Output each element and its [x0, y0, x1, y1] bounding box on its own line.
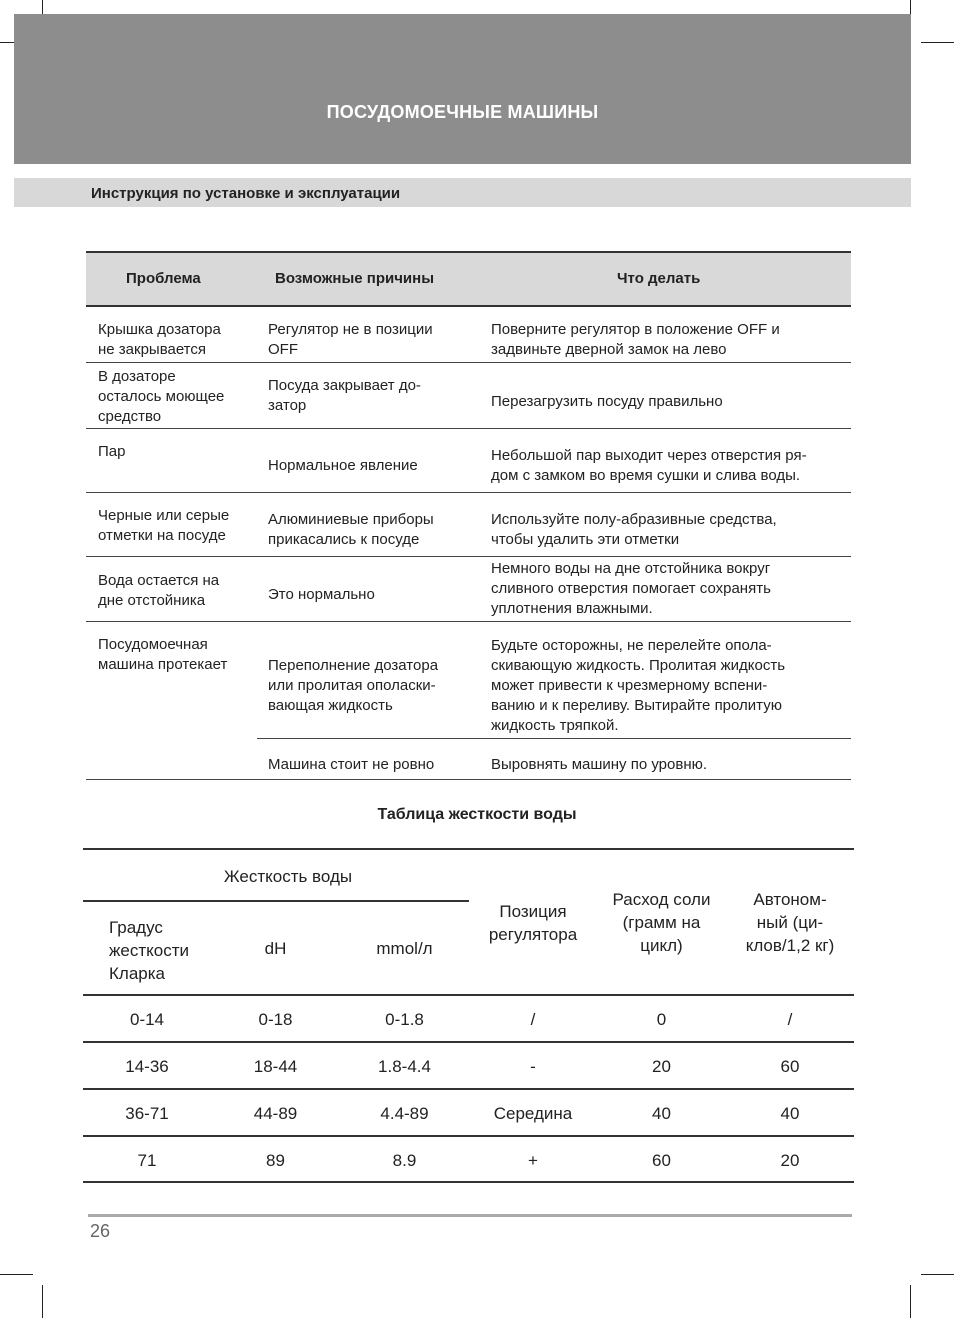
hardness-cell: 36-71 [125, 1104, 169, 1123]
table-rule [83, 1181, 854, 1183]
problem-cell: В дозаторе осталось моющее средство [98, 368, 225, 425]
hardness-column-header: mmol/л [376, 939, 433, 958]
crop-mark [42, 1285, 43, 1318]
hardness-cell: 4.4-89 [380, 1104, 429, 1123]
hardness-cell: 0-1.8 [385, 1010, 424, 1029]
table-rule [83, 848, 854, 850]
page-number: 26 [90, 1221, 111, 1241]
page-subtitle: Инструкция по установке и эксплуатации [91, 185, 401, 202]
action-cell: Небольшой пар выходит через отверстия ря- дом с замком во время сушки и слива воды. [491, 447, 807, 484]
cause-cell: Это нормально [268, 586, 375, 603]
hardness-cell: / [530, 1010, 536, 1029]
action-cell: Немного воды на дне отстойника вокруг сливного отверстия помогает сохранять уплотнения влажными. [491, 560, 771, 617]
table-rule [83, 1041, 854, 1043]
crop-mark [910, 1285, 911, 1318]
hardness-cell: 0-18 [258, 1010, 293, 1029]
hardness-cell: 1.8-4.4 [378, 1057, 431, 1076]
footer-divider [88, 1214, 852, 1217]
hardness-table-title: Таблица жесткости воды [377, 806, 577, 823]
hardness-cell: 14-36 [125, 1057, 169, 1076]
hardness-column-header: Расход соли (грамм на цикл) [612, 890, 711, 955]
crop-mark [921, 42, 954, 43]
hardness-cell: 44-89 [253, 1104, 298, 1123]
action-cell: Перезагрузить посуду правильно [491, 393, 723, 410]
hardness-cell: 89 [266, 1151, 285, 1170]
header-banner [14, 14, 911, 164]
column-header-problem: Проблема [126, 270, 201, 287]
cause-cell: Алюминиевые приборы прикасались к посуде [268, 511, 434, 548]
hardness-cell: 20 [652, 1057, 671, 1076]
crop-mark [921, 1274, 954, 1275]
page-title: ПОСУДОМОЕЧНЫЕ МАШИНЫ [326, 102, 599, 122]
hardness-group-header: Жесткость воды [223, 867, 353, 886]
crop-mark [0, 1274, 33, 1275]
hardness-cell: - [530, 1057, 536, 1076]
table-rule [83, 1088, 854, 1090]
hardness-cell: 18-44 [253, 1057, 298, 1076]
hardness-cell: Середина [493, 1104, 573, 1123]
hardness-column-header: dH [264, 939, 287, 958]
action-cell: Выровнять машину по уровню. [491, 756, 708, 773]
row-divider [86, 621, 851, 622]
hardness-cell: / [787, 1010, 793, 1029]
table-rule [83, 900, 469, 902]
column-header-action: Что делать [617, 270, 701, 287]
problem-cell: Пар [98, 443, 126, 460]
action-cell: Поверните регулятор в положение OFF и задвиньте дверной замок на лево [491, 321, 780, 358]
row-divider [86, 556, 851, 557]
row-divider [257, 738, 851, 739]
hardness-cell: 0-14 [129, 1010, 165, 1029]
problem-cell: Вода остается на дне отстойника [98, 572, 220, 609]
action-cell: Используйте полу-абразивные средства, чтобы удалить эти отметки [491, 511, 777, 548]
cause-cell: Машина стоит не ровно [268, 756, 435, 773]
table-rule [83, 1135, 854, 1137]
action-cell: Будьте осторожны, не перелейте опола- скивающую жидкость. Пролитая жидкость может привести к чрезмерному вспени- ванию и к переливу. Вытирайте пролитую жидкость тряпкой. [491, 637, 786, 734]
cause-cell: Регулятор не в позиции OFF [268, 321, 433, 358]
hardness-column-header: Автоном- ный (ци- клов/1,2 кг) [745, 890, 835, 955]
problem-cell: Крышка дозатора не закрывается [98, 321, 221, 358]
hardness-cell: 8.9 [392, 1151, 417, 1170]
hardness-cell: 71 [137, 1151, 157, 1170]
row-divider [86, 428, 851, 429]
hardness-cell: 60 [780, 1057, 800, 1076]
row-divider [86, 779, 851, 780]
row-divider [86, 492, 851, 493]
hardness-column-header: Градус жесткости Кларка [109, 918, 189, 983]
row-divider [86, 362, 851, 363]
table-rule [83, 994, 854, 996]
hardness-column-header: Позиция регулятора [488, 902, 578, 944]
column-header-causes: Возможные причины [275, 270, 435, 287]
cause-cell: Переполнение дозатора или пролитая ополаски- вающая жидкость [268, 657, 439, 714]
hardness-cell: 20 [780, 1151, 800, 1170]
table-header [86, 251, 851, 307]
cause-cell: Нормальное явление [268, 457, 418, 474]
hardness-cell: 40 [780, 1104, 800, 1123]
hardness-cell: 40 [652, 1104, 671, 1123]
hardness-cell: 60 [652, 1151, 671, 1170]
problem-cell: Посудомоечная машина протекает [98, 636, 228, 673]
hardness-cell: 0 [656, 1010, 667, 1029]
hardness-cell: + [528, 1151, 538, 1170]
cause-cell: Посуда закрывает до- затор [268, 377, 421, 414]
problem-cell: Черные или серые отметки на посуде [98, 507, 230, 544]
subheader-bar [14, 178, 911, 207]
